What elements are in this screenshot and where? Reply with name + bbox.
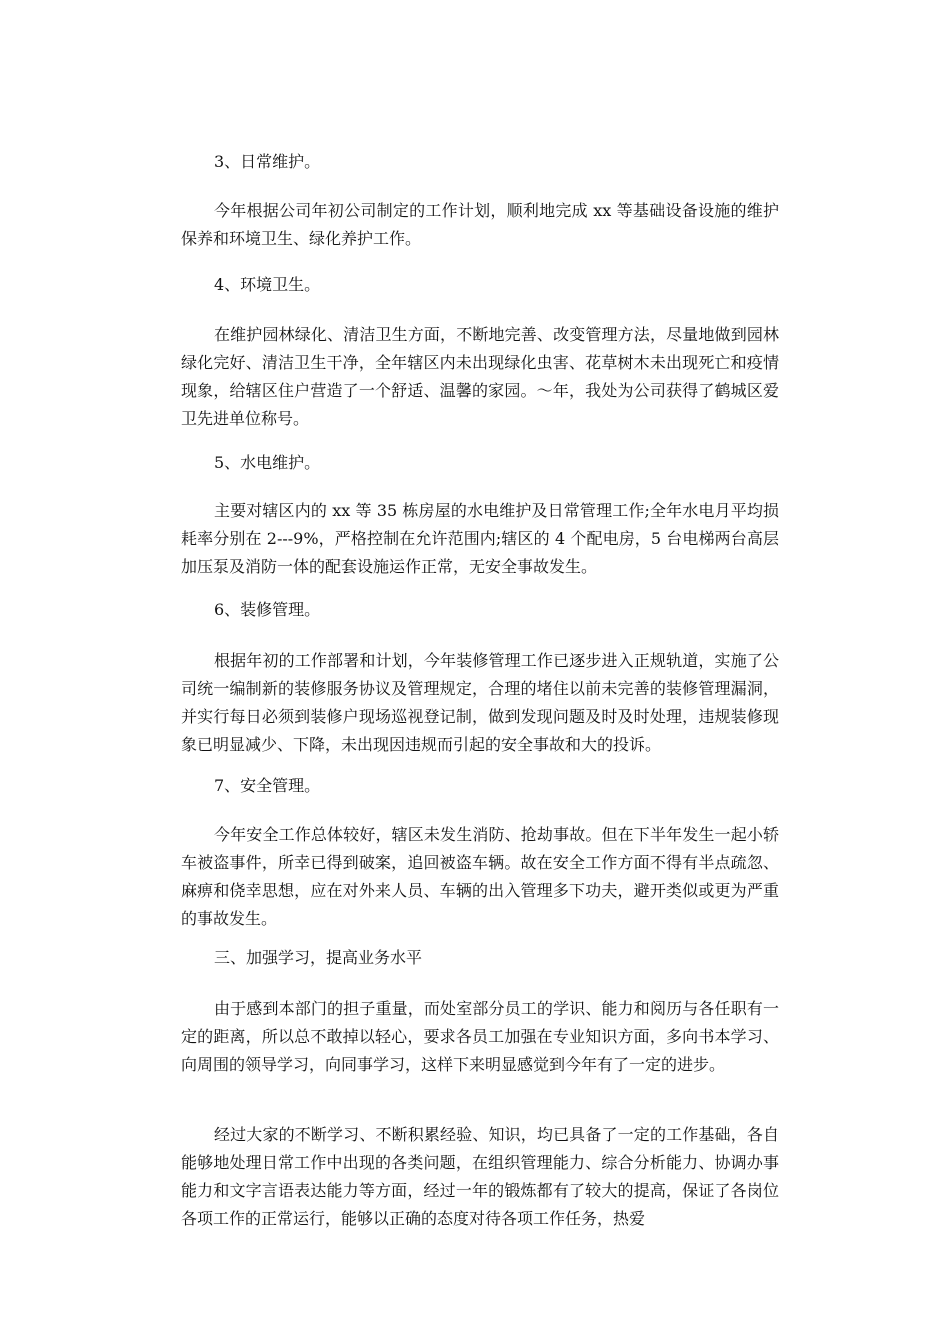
paragraph-renovation: 根据年初的工作部署和计划，今年装修管理工作已逐步进入正规轨道，实施了公司统一编制新的装修服务协议及管理规定，合理的堵住以前未完善的装修管理漏洞，并实行每日必须到装修户现场巡视登记制，做到发现问题及时及时处理，违规装修现象已明显减少、下降，未出现因违规而引起的安全事故和大的投诉。 xyxy=(181,651,779,754)
section-heading-learning: 三、加强学习，提高业务水平 xyxy=(214,948,423,967)
paragraph-utilities: 主要对辖区内的 xx 等 35 栋房屋的水电维护及日常管理工作;全年水电月平均损耗率分别在 2---9%，严格控制在允许范围内;辖区的 4 个配电房，5 台电梯两台高层加压泵及消防一体的配套设施运作正常，无安全事故发生。 xyxy=(181,501,779,576)
paragraph-progress: 经过大家的不断学习、不断积累经验、知识，均已具备了一定的工作基础，各自能够地处理日常工作中出现的各类问题，在组织管理能力、综合分析能力、协调办事能力和文字言语表达能力等方面，经过一年的锻炼都有了较大的提高，保证了各岗位各项工作的正常运行，能够以正确的态度对待各项工作任务，热爱 xyxy=(181,1125,779,1228)
section-heading-renovation: 6、装修管理。 xyxy=(214,600,321,619)
paragraph-environment: 在维护园林绿化、清洁卫生方面，不断地完善、改变管理方法，尽量地做到园林绿化完好、清洁卫生干净，全年辖区内未出现绿化虫害、花草树木未出现死亡和疫情现象，给辖区住户营造了一个舒适、温馨的家园。～年，我处为公司获得了鹤城区爱卫先进单位称号。 xyxy=(181,325,779,428)
paragraph-daily-maintenance: 今年根据公司年初公司制定的工作计划，顺利地完成 xx 等基础设备设施的维护保养和环境卫生、绿化养护工作。 xyxy=(181,201,779,248)
paragraph-learning: 由于感到本部门的担子重量，而处室部分员工的学识、能力和阅历与各任职有一定的距离，所以总不敢掉以轻心，要求各员工加强在专业知识方面，多向书本学习、向周围的领导学习，向同事学习，这样下来明显感觉到今年有了一定的进步。 xyxy=(181,999,779,1074)
paragraph-safety: 今年安全工作总体较好，辖区未发生消防、抢劫事故。但在下半年发生一起小轿车被盗事件，所幸已得到破案，追回被盗车辆。故在安全工作方面不得有半点疏忽、麻痹和侥幸思想，应在对外来人员、车辆的出入管理多下功夫，避开类似或更为严重的事故发生。 xyxy=(181,825,779,928)
section-heading-utilities: 5、水电维护。 xyxy=(214,453,321,472)
section-heading-environment: 4、环境卫生。 xyxy=(214,275,321,294)
section-heading-daily-maintenance: 3、日常维护。 xyxy=(214,152,321,171)
section-heading-safety: 7、安全管理。 xyxy=(214,776,321,795)
